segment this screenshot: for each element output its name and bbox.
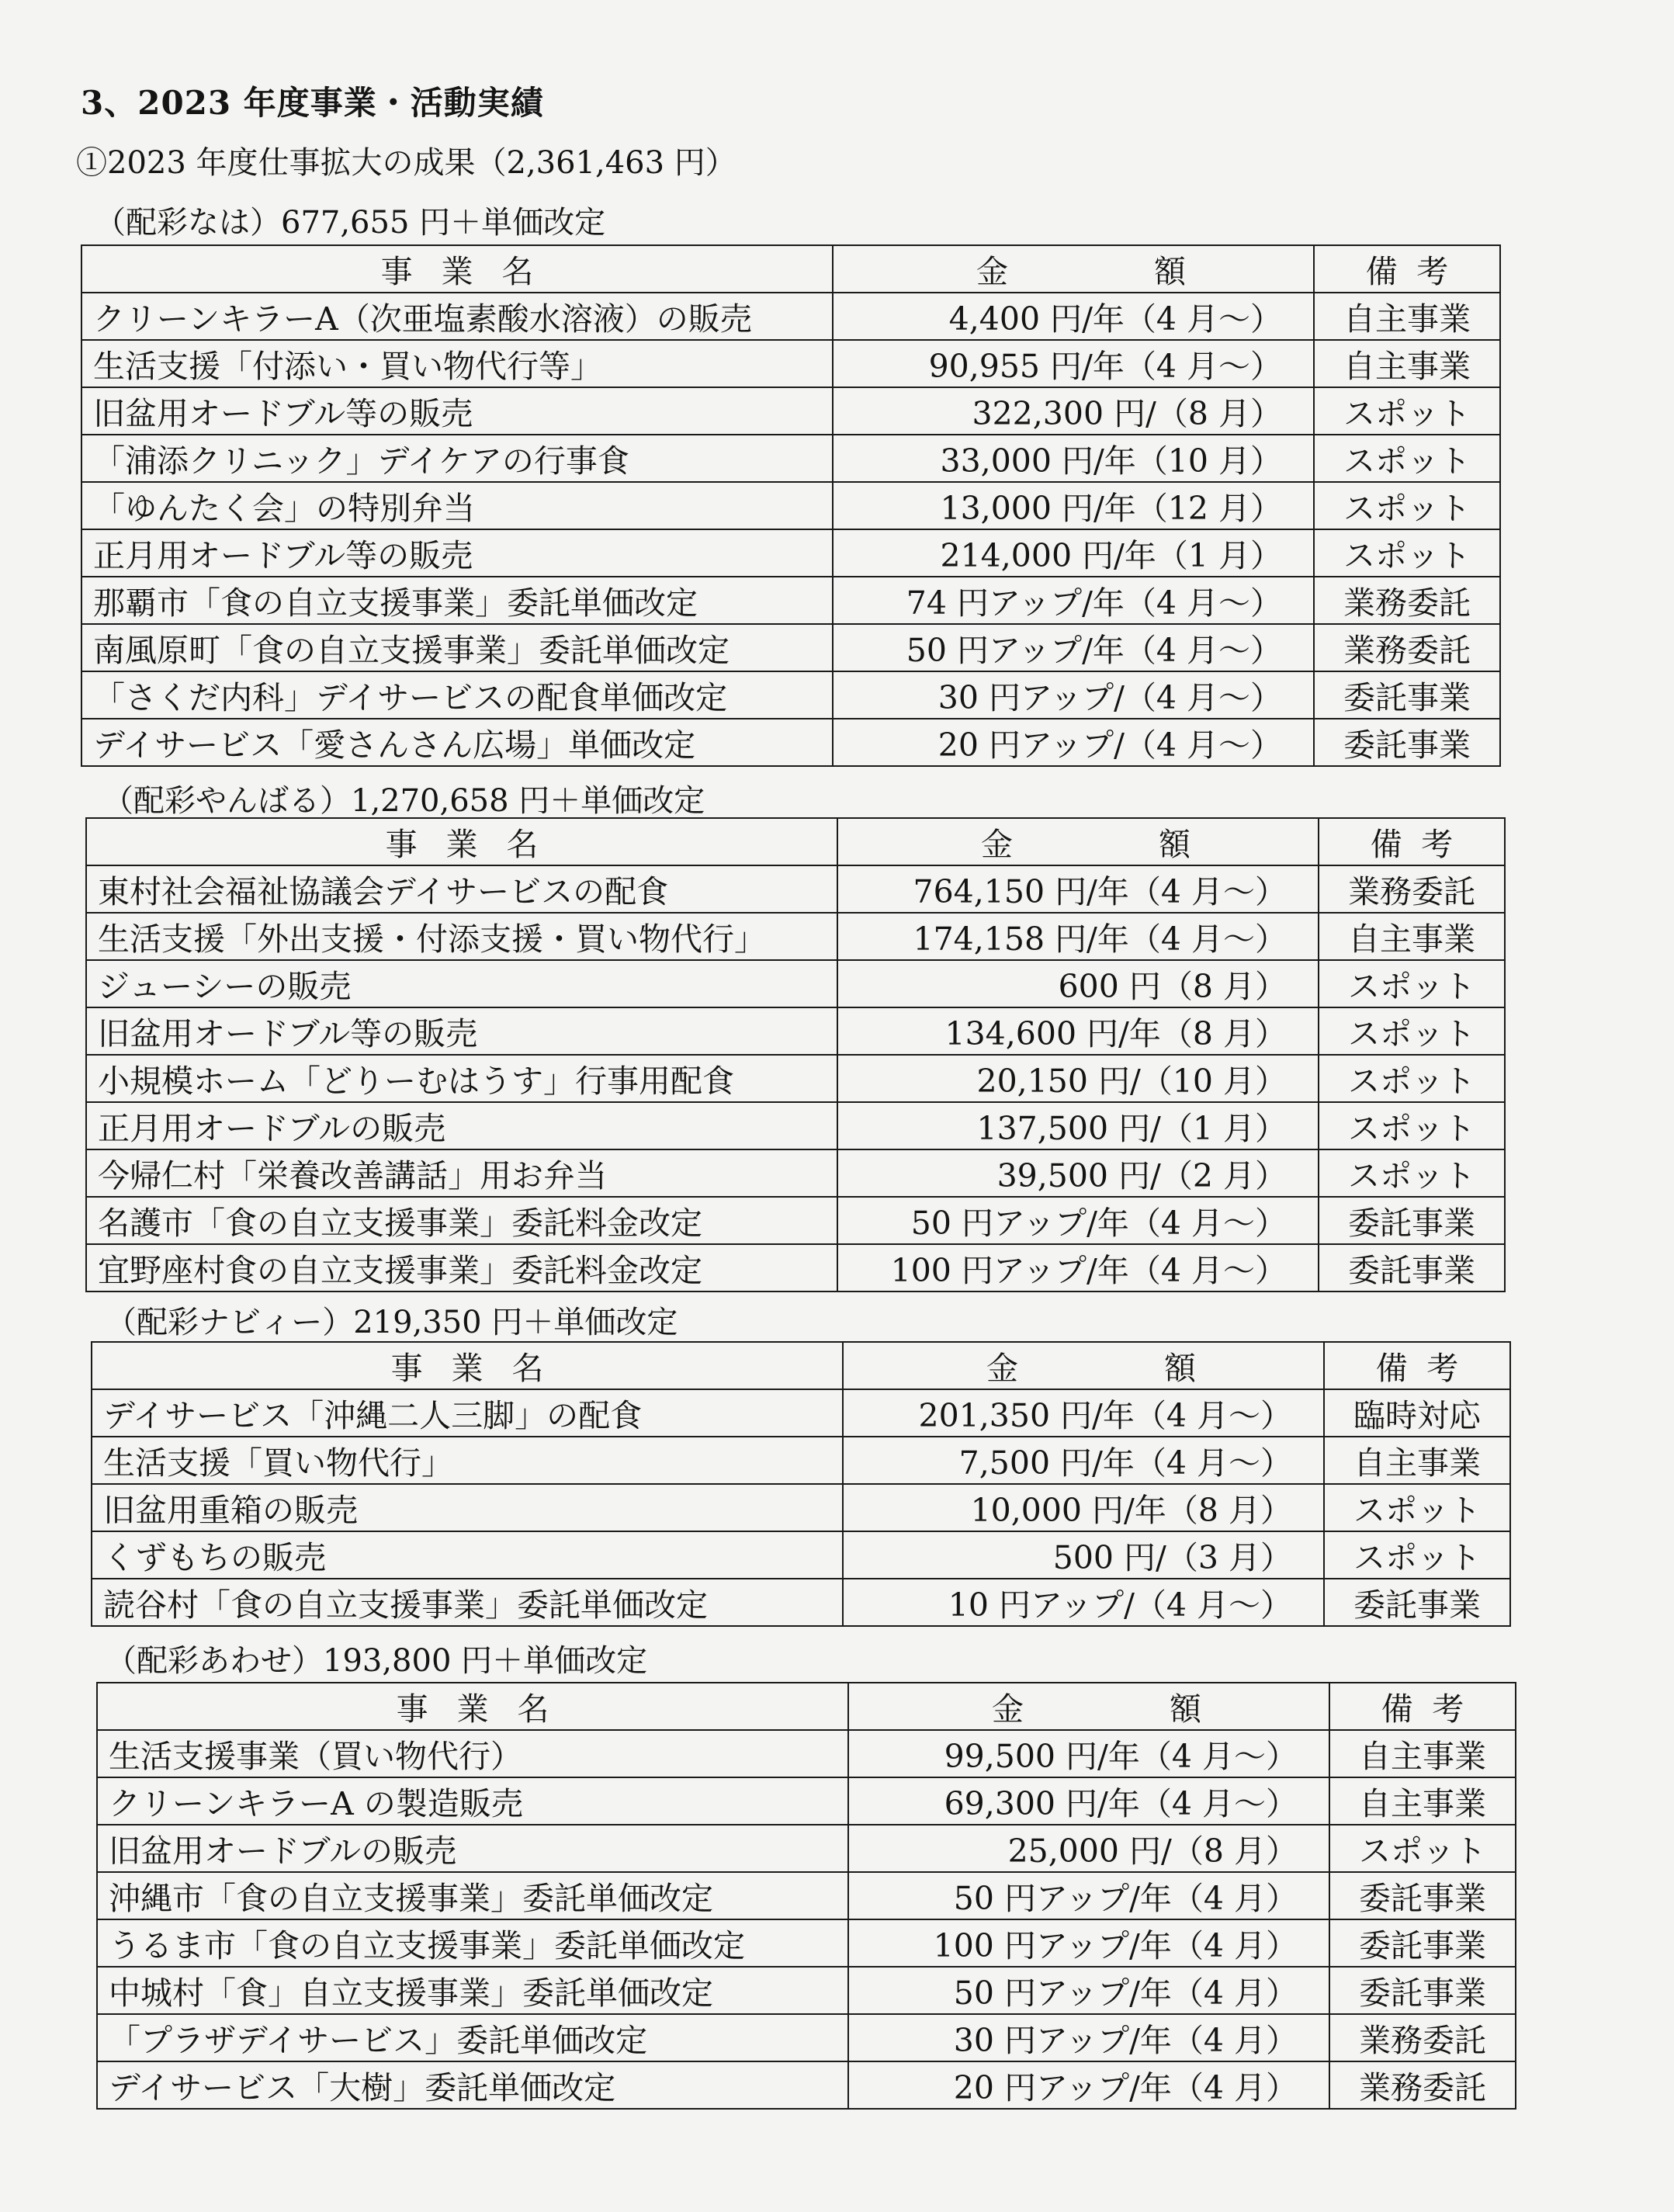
table-row <box>81 577 1500 624</box>
business-name-cell: デイサービス「大樹」委託単価改定 <box>97 2061 848 2109</box>
table-row <box>92 1579 1510 1626</box>
business-name-cell: 正月用オードブル等の販売 <box>81 529 833 577</box>
note-cell: 臨時対応 <box>1324 1389 1510 1437</box>
table-row <box>97 1777 1516 1825</box>
header-business-name <box>86 818 837 865</box>
business-name-cell: うるま市「食の自立支援事業」委託単価改定 <box>97 1919 848 1967</box>
amount-cell: 20 円アップ/（4 月～） <box>833 719 1314 766</box>
section-title: 3、2023 年度事業・活動実績 <box>81 84 544 122</box>
header-note-label: 備考 <box>1365 253 1468 290</box>
note-cell: 自主事業 <box>1329 1730 1516 1777</box>
note-cell: 委託事業 <box>1329 1919 1516 1967</box>
table-row <box>81 529 1500 577</box>
business-name-cell: 旧盆用重箱の販売 <box>92 1484 843 1531</box>
amount-cell: 7,500 円/年（4 月～） <box>843 1437 1324 1484</box>
amount-cell: 764,150 円/年（4 月～） <box>837 865 1319 913</box>
amount-cell: 90,955 円/年（4 月～） <box>833 340 1314 387</box>
amount-cell: 174,158 円/年（4 月～） <box>837 913 1319 960</box>
business-name-cell: 旧盆用オードブルの販売 <box>97 1825 848 1872</box>
note-cell: 委託事業 <box>1314 719 1500 766</box>
amount-cell: 134,600 円/年（8 月） <box>837 1007 1319 1055</box>
table-row <box>86 913 1505 960</box>
business-name-cell: デイサービス「沖縄二人三脚」の配食 <box>92 1389 843 1437</box>
subtitle: ①2023 年度仕事拡大の成果（2,361,463 円） <box>76 145 736 181</box>
table-row <box>86 1197 1505 1244</box>
amount-cell: 99,500 円/年（4 月～） <box>848 1730 1329 1777</box>
business-name-cell: 名護市「食の自立支援事業」委託料金改定 <box>86 1197 837 1244</box>
group-heading: （配彩やんばる）1,270,658 円＋単価改定 <box>102 783 705 819</box>
note-cell: 業務委託 <box>1314 624 1500 671</box>
header-amount <box>833 245 1314 293</box>
header-business-name-label: 事業名 <box>380 253 563 290</box>
group-heading: （配彩ナビィー）219,350 円＋単価改定 <box>106 1305 678 1340</box>
note-cell: スポット <box>1314 435 1500 482</box>
business-name-cell: 生活支援「外出支援・付添支援・買い物代行」 <box>86 913 837 960</box>
table-row <box>97 1967 1516 2014</box>
header-amount <box>843 1342 1324 1389</box>
header-business-name <box>97 1683 848 1730</box>
table-row <box>86 1244 1505 1291</box>
note-cell: 自主事業 <box>1324 1437 1510 1484</box>
business-name-cell: 東村社会福祉協議会デイサービスの配食 <box>86 865 837 913</box>
results-table <box>85 817 1506 1292</box>
table-header-row <box>92 1342 1510 1389</box>
table-row <box>97 1919 1516 1967</box>
note-cell: スポット <box>1314 529 1500 577</box>
table-row <box>92 1531 1510 1579</box>
header-note-label: 備考 <box>1381 1690 1483 1728</box>
amount-cell: 20 円アップ/年（4 月） <box>848 2061 1329 2109</box>
amount-cell: 10,000 円/年（8 月） <box>843 1484 1324 1531</box>
business-name-cell: 正月用オードブルの販売 <box>86 1102 837 1149</box>
group-heading: （配彩なは）677,655 円＋単価改定 <box>95 205 606 241</box>
header-business-name-label: 事業名 <box>385 826 567 863</box>
note-cell: スポット <box>1324 1484 1510 1531</box>
results-table <box>91 1341 1511 1627</box>
business-name-cell: 「プラザデイサービス」委託単価改定 <box>97 2014 848 2061</box>
table-row <box>81 671 1500 719</box>
table-row <box>97 1730 1516 1777</box>
amount-cell: 100 円アップ/年（4 月） <box>848 1919 1329 1967</box>
header-amount-label-b: 額 <box>1154 253 1186 290</box>
amount-cell: 20,150 円/（10 月） <box>837 1055 1319 1102</box>
amount-cell: 33,000 円/年（10 月） <box>833 435 1314 482</box>
amount-cell: 600 円（8 月） <box>837 960 1319 1007</box>
table-header-row <box>97 1683 1516 1730</box>
header-amount <box>848 1683 1329 1730</box>
table-row <box>81 293 1500 340</box>
table-row <box>81 435 1500 482</box>
header-business-name-label: 事業名 <box>390 1350 573 1387</box>
amount-cell: 201,350 円/年（4 月～） <box>843 1389 1324 1437</box>
table-row <box>81 624 1500 671</box>
note-cell: スポット <box>1329 1825 1516 1872</box>
table-row <box>97 2061 1516 2109</box>
business-name-cell: 「浦添クリニック」デイケアの行事食 <box>81 435 833 482</box>
header-amount-label-a: 金 <box>986 1350 1018 1387</box>
table-row <box>97 1872 1516 1919</box>
amount-cell: 100 円アップ/年（4 月～） <box>837 1244 1319 1291</box>
amount-cell: 214,000 円/年（1 月） <box>833 529 1314 577</box>
header-note-label: 備考 <box>1370 826 1472 863</box>
results-table <box>96 1682 1516 2110</box>
business-name-cell: 旧盆用オードブル等の販売 <box>86 1007 837 1055</box>
amount-cell: 69,300 円/年（4 月～） <box>848 1777 1329 1825</box>
amount-cell: 74 円アップ/年（4 月～） <box>833 577 1314 624</box>
table-row <box>86 1055 1505 1102</box>
amount-cell: 13,000 円/年（12 月） <box>833 482 1314 529</box>
business-name-cell: クリーンキラーA の製造販売 <box>97 1777 848 1825</box>
note-cell: 委託事業 <box>1329 1967 1516 2014</box>
table-row <box>86 1102 1505 1149</box>
note-cell: 自主事業 <box>1329 1777 1516 1825</box>
table-row <box>81 340 1500 387</box>
business-name-cell: 小規模ホーム「どりーむはうす」行事用配食 <box>86 1055 837 1102</box>
business-name-cell: クリーンキラーA（次亜塩素酸水溶液）の販売 <box>81 293 833 340</box>
business-name-cell: 那覇市「食の自立支援事業」委託単価改定 <box>81 577 833 624</box>
header-note <box>1329 1683 1516 1730</box>
amount-cell: 50 円アップ/年（4 月） <box>848 1967 1329 2014</box>
amount-cell: 30 円アップ/年（4 月） <box>848 2014 1329 2061</box>
header-note <box>1324 1342 1510 1389</box>
table-row <box>81 482 1500 529</box>
note-cell: 業務委託 <box>1319 865 1505 913</box>
business-name-cell: 今帰仁村「栄養改善講話」用お弁当 <box>86 1149 837 1197</box>
results-table <box>81 244 1501 767</box>
amount-cell: 30 円アップ/（4 月～） <box>833 671 1314 719</box>
table-row <box>97 2014 1516 2061</box>
table-row <box>81 387 1500 435</box>
header-amount-label-b: 額 <box>1170 1690 1201 1728</box>
note-cell: 自主事業 <box>1314 340 1500 387</box>
note-cell: 委託事業 <box>1314 671 1500 719</box>
amount-cell: 322,300 円/（8 月） <box>833 387 1314 435</box>
header-business-name <box>92 1342 843 1389</box>
business-name-cell: 生活支援「買い物代行」 <box>92 1437 843 1484</box>
amount-cell: 137,500 円/（1 月） <box>837 1102 1319 1149</box>
amount-cell: 4,400 円/年（4 月～） <box>833 293 1314 340</box>
table-row <box>97 1825 1516 1872</box>
header-amount <box>837 818 1319 865</box>
header-note-label: 備考 <box>1375 1350 1478 1387</box>
note-cell: スポット <box>1319 1055 1505 1102</box>
business-name-cell: 生活支援「付添い・買い物代行等」 <box>81 340 833 387</box>
business-name-cell: 旧盆用オードブル等の販売 <box>81 387 833 435</box>
header-business-name-label: 事業名 <box>396 1690 578 1728</box>
business-name-cell: 中城村「食」自立支援事業」委託単価改定 <box>97 1967 848 2014</box>
table-row <box>92 1484 1510 1531</box>
header-note <box>1314 245 1500 293</box>
business-name-cell: ジューシーの販売 <box>86 960 837 1007</box>
business-name-cell: 沖縄市「食の自立支援事業」委託単価改定 <box>97 1872 848 1919</box>
business-name-cell: くずもちの販売 <box>92 1531 843 1579</box>
header-note <box>1319 818 1505 865</box>
amount-cell: 50 円アップ/年（4 月～） <box>833 624 1314 671</box>
table-row <box>81 719 1500 766</box>
note-cell: 委託事業 <box>1319 1197 1505 1244</box>
note-cell: 業務委託 <box>1314 577 1500 624</box>
amount-cell: 39,500 円/（2 月） <box>837 1149 1319 1197</box>
note-cell: スポット <box>1319 960 1505 1007</box>
amount-cell: 50 円アップ/年（4 月） <box>848 1872 1329 1919</box>
amount-cell: 50 円アップ/年（4 月～） <box>837 1197 1319 1244</box>
header-amount-label-a: 金 <box>976 253 1008 290</box>
note-cell: スポット <box>1319 1149 1505 1197</box>
business-name-cell: 南風原町「食の自立支援事業」委託単価改定 <box>81 624 833 671</box>
note-cell: 委託事業 <box>1329 1872 1516 1919</box>
note-cell: 自主事業 <box>1314 293 1500 340</box>
header-amount-label-b: 額 <box>1159 826 1191 863</box>
note-cell: 委託事業 <box>1324 1579 1510 1626</box>
amount-cell: 500 円/（3 月） <box>843 1531 1324 1579</box>
business-name-cell: 「さくだ内科」デイサービスの配食単価改定 <box>81 671 833 719</box>
note-cell: スポット <box>1314 387 1500 435</box>
business-name-cell: 「ゆんたく会」の特別弁当 <box>81 482 833 529</box>
business-name-cell: 宜野座村食の自立支援事業」委託料金改定 <box>86 1244 837 1291</box>
note-cell: 自主事業 <box>1319 913 1505 960</box>
business-name-cell: デイサービス「愛さんさん広場」単価改定 <box>81 719 833 766</box>
group-heading: （配彩あわせ）193,800 円＋単価改定 <box>106 1643 648 1679</box>
table-row <box>92 1437 1510 1484</box>
header-amount-label-a: 金 <box>992 1690 1024 1728</box>
note-cell: 業務委託 <box>1329 2014 1516 2061</box>
table-header-row <box>81 245 1500 293</box>
note-cell: スポット <box>1314 482 1500 529</box>
table-header-row <box>86 818 1505 865</box>
note-cell: 委託事業 <box>1319 1244 1505 1291</box>
note-cell: スポット <box>1319 1007 1505 1055</box>
business-name-cell: 生活支援事業（買い物代行） <box>97 1730 848 1777</box>
note-cell: スポット <box>1324 1531 1510 1579</box>
amount-cell: 25,000 円/（8 月） <box>848 1825 1329 1872</box>
header-amount-label-a: 金 <box>981 826 1013 863</box>
note-cell: 業務委託 <box>1329 2061 1516 2109</box>
amount-cell: 10 円アップ/（4 月～） <box>843 1579 1324 1626</box>
header-business-name <box>81 245 833 293</box>
note-cell: スポット <box>1319 1102 1505 1149</box>
table-row <box>86 1149 1505 1197</box>
table-row <box>86 865 1505 913</box>
table-row <box>86 1007 1505 1055</box>
business-name-cell: 読谷村「食の自立支援事業」委託単価改定 <box>92 1579 843 1626</box>
table-row <box>86 960 1505 1007</box>
header-amount-label-b: 額 <box>1164 1350 1196 1387</box>
table-row <box>92 1389 1510 1437</box>
